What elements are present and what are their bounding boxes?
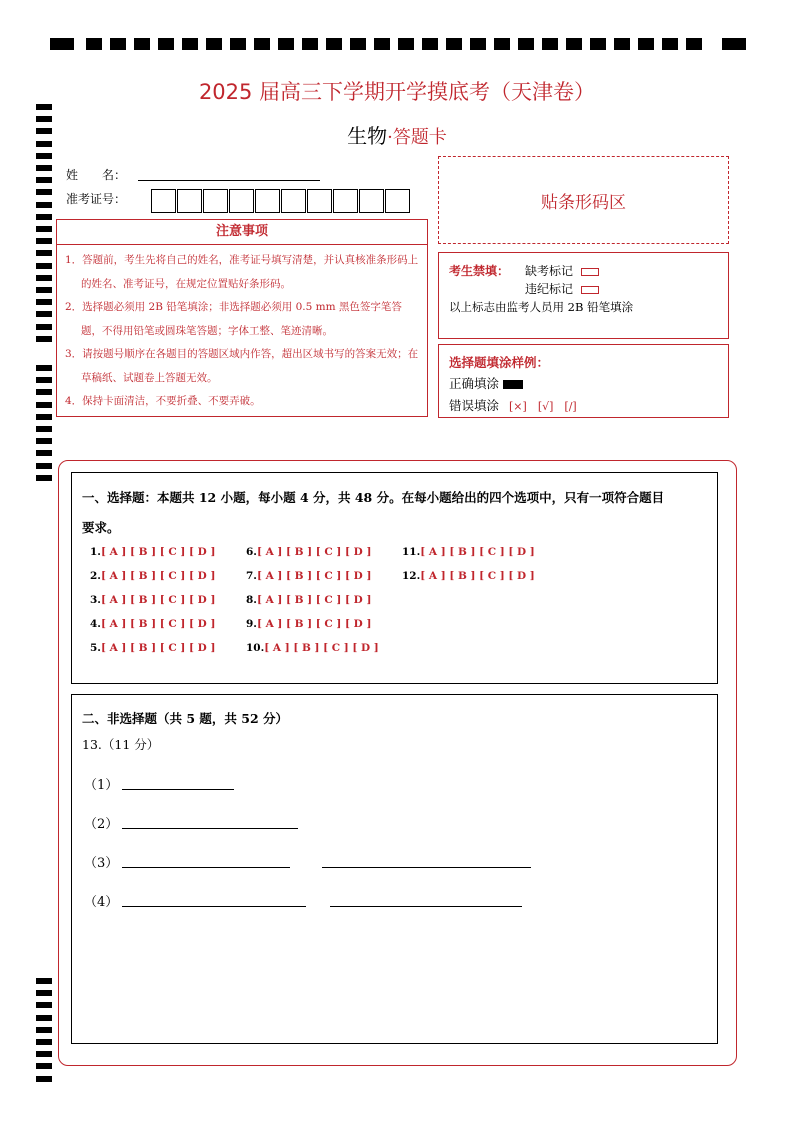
name-field[interactable] — [138, 180, 320, 181]
choice-row[interactable] — [90, 570, 215, 582]
timing-mark — [302, 38, 318, 50]
answer-line[interactable] — [330, 906, 522, 907]
wrong-label: 错误填涂 — [449, 398, 500, 413]
timing-mark — [86, 38, 102, 50]
timing-mark — [686, 38, 702, 50]
timing-mark — [36, 214, 52, 220]
page-title: 2025 届高三下学期开学摸底考（天津卷） — [198, 80, 596, 104]
section1-heading: 一、选择题：本题共 12 小题，每小题 4 分，共 48 分。在每小题给出的四个选项中，只有一项符合题目 — [82, 490, 665, 505]
timing-mark — [36, 263, 52, 269]
timing-mark — [36, 426, 52, 432]
top-timing-bar — [50, 38, 746, 50]
choice-row[interactable] — [246, 594, 371, 606]
choice-options[interactable]: [ A ] [ B ] [ C ] [ D ] — [420, 570, 535, 582]
timing-mark — [566, 38, 582, 50]
notice-heading: 注意事项 — [57, 220, 427, 245]
section1-heading-cont: 要求。 — [82, 520, 120, 535]
choice-row[interactable] — [402, 546, 535, 558]
section2-heading: 二、非选择题（共 5 题，共 52 分） — [82, 711, 289, 726]
timing-mark — [36, 377, 52, 383]
choice-options[interactable]: [ A ] [ B ] [ C ] [ D ] — [256, 570, 372, 582]
id-box[interactable] — [385, 189, 410, 213]
timing-mark — [230, 38, 246, 50]
timing-mark — [36, 189, 52, 195]
choice-options[interactable]: [ A ] [ B ] [ C ] [ D ] — [100, 570, 216, 582]
id-box[interactable] — [281, 189, 306, 213]
choice-options[interactable]: [ A ] [ B ] [ C ] [ D ] — [264, 642, 379, 654]
choice-options[interactable]: [ A ] [ B ] [ C ] [ D ] — [100, 546, 216, 558]
timing-mark — [326, 38, 342, 50]
choice-row[interactable] — [246, 546, 371, 558]
timing-mark — [36, 275, 52, 281]
sub-question-label: （4） — [84, 895, 119, 910]
timing-mark — [542, 38, 558, 50]
subject-title — [0, 120, 794, 149]
timing-mark — [470, 38, 486, 50]
timing-mark — [36, 1002, 52, 1008]
timing-mark — [614, 38, 630, 50]
question-number: 5. — [90, 642, 101, 654]
timing-mark — [36, 202, 52, 208]
barcode-label: 贴条形码区 — [541, 192, 626, 213]
id-box[interactable] — [203, 189, 228, 213]
choice-row[interactable] — [402, 570, 535, 582]
correct-label: 正确填涂 — [449, 376, 500, 391]
question-number: 1. — [90, 546, 101, 558]
timing-mark — [36, 324, 52, 330]
timing-mark — [36, 287, 52, 293]
timing-mark — [36, 1039, 52, 1045]
timing-mark — [36, 978, 52, 984]
timing-mark — [36, 1076, 52, 1082]
timing-mark — [36, 414, 52, 420]
timing-mark — [446, 38, 462, 50]
absent-checkbox[interactable] — [581, 268, 599, 276]
choice-row[interactable] — [246, 570, 371, 582]
id-box[interactable] — [333, 189, 358, 213]
choice-options[interactable]: [ A ] [ B ] [ C ] [ D ] — [100, 642, 216, 654]
timing-mark — [36, 990, 52, 996]
question-number: 3. — [90, 594, 101, 606]
choice-row[interactable] — [90, 594, 215, 606]
answer-line[interactable] — [322, 867, 531, 868]
choice-row[interactable] — [90, 642, 215, 654]
timing-mark — [36, 311, 52, 317]
sub-question-label: （3） — [84, 856, 119, 871]
notice-item: 4．保持卡面清洁，不要折叠、不要弄破。 — [65, 395, 261, 407]
timing-mark — [36, 1015, 52, 1021]
answer-line[interactable] — [122, 789, 234, 790]
sample-title: 选择题填涂样例： — [449, 355, 550, 370]
timing-mark — [518, 38, 534, 50]
timing-mark — [350, 38, 366, 50]
timing-mark — [36, 450, 52, 456]
question-number: 6. — [246, 546, 257, 558]
choice-options[interactable]: [ A ] [ B ] [ C ] [ D ] — [100, 594, 216, 606]
choice-options[interactable]: [ A ] [ B ] [ C ] [ D ] — [100, 618, 216, 630]
ban-note: 以上标志由监考人员用 2B 铅笔填涂 — [449, 300, 634, 314]
violation-checkbox[interactable] — [581, 286, 599, 294]
id-box[interactable] — [151, 189, 176, 213]
timing-mark — [638, 38, 654, 50]
sub-question-label: （2） — [84, 817, 119, 832]
notice-item: 2．选择题必须用 2B 铅笔填涂；非选择题必须用 0.5 mm 黑色签字笔答题，不得用铅笔或圆珠笔答题；字体工整、笔迹清晰。 — [65, 301, 402, 337]
barcode-area — [438, 156, 729, 244]
timing-mark — [36, 336, 52, 342]
timing-mark — [36, 438, 52, 444]
timing-mark — [134, 38, 150, 50]
timing-mark — [374, 38, 390, 50]
timing-mark — [50, 38, 74, 50]
timing-mark — [158, 38, 174, 50]
exam-id-label: 准考证号： — [66, 192, 127, 206]
id-box[interactable] — [229, 189, 254, 213]
exam-id-boxes[interactable] — [151, 189, 411, 213]
question-number: 11. — [402, 546, 421, 558]
timing-mark — [36, 1051, 52, 1057]
timing-mark — [110, 38, 126, 50]
wrong-marks: [×] [√] [/] — [509, 400, 577, 413]
timing-mark — [36, 389, 52, 395]
timing-mark — [36, 1063, 52, 1069]
choice-options[interactable]: [ A ] [ B ] [ C ] [ D ] — [256, 618, 372, 630]
timing-mark — [494, 38, 510, 50]
question-number: 10. — [246, 642, 265, 654]
timing-mark — [398, 38, 414, 50]
timing-mark — [36, 226, 52, 232]
timing-mark — [590, 38, 606, 50]
timing-mark — [254, 38, 270, 50]
timing-mark — [36, 475, 52, 481]
choice-row[interactable] — [246, 618, 371, 630]
timing-mark — [206, 38, 222, 50]
filled-mark-icon — [503, 380, 523, 389]
timing-mark — [182, 38, 198, 50]
timing-mark — [36, 165, 52, 171]
choice-row[interactable] — [246, 642, 379, 654]
answer-line[interactable] — [122, 906, 306, 907]
timing-mark — [278, 38, 294, 50]
question-number: 9. — [246, 618, 257, 630]
fill-sample-box — [438, 344, 729, 418]
choice-options[interactable]: [ A ] [ B ] [ C ] [ D ] — [256, 546, 372, 558]
absent-label: 缺考标记 — [525, 264, 574, 278]
ban-label: 考生禁填： — [449, 264, 510, 278]
answer-line[interactable] — [122, 828, 298, 829]
timing-mark — [722, 38, 746, 50]
timing-mark — [36, 177, 52, 183]
id-box[interactable] — [359, 189, 384, 213]
timing-mark — [36, 402, 52, 408]
timing-mark — [36, 238, 52, 244]
timing-mark — [422, 38, 438, 50]
timing-mark — [36, 153, 52, 159]
proctor-only-box — [438, 252, 729, 339]
question-number: 12. — [402, 570, 421, 582]
id-box[interactable] — [255, 189, 280, 213]
id-box[interactable] — [177, 189, 202, 213]
choice-row[interactable] — [90, 618, 215, 630]
choice-options[interactable]: [ A ] [ B ] [ C ] [ D ] — [256, 594, 372, 606]
choice-options[interactable]: [ A ] [ B ] [ C ] [ D ] — [420, 546, 535, 558]
question-13-label: 13.（11 分） — [82, 737, 160, 752]
question-number: 7. — [246, 570, 257, 582]
timing-mark — [36, 250, 52, 256]
answer-line[interactable] — [122, 867, 290, 868]
name-label: 姓 名： — [66, 168, 127, 182]
timing-mark — [36, 365, 52, 371]
sub-question-label: （1） — [84, 778, 119, 793]
question-number: 8. — [246, 594, 257, 606]
question-number: 2. — [90, 570, 101, 582]
violation-label: 违纪标记 — [525, 282, 574, 296]
subject-suffix: ·答题卡 — [387, 127, 447, 148]
timing-mark — [36, 463, 52, 469]
timing-mark — [662, 38, 678, 50]
question-number: 4. — [90, 618, 101, 630]
free-response-section — [71, 694, 718, 1044]
timing-mark — [36, 1027, 52, 1033]
notice-item: 1．答题前，考生先将自己的姓名，准考证号填写清楚，并认真核准条形码上的姓名、准考证号，在规定位置贴好条形码。 — [65, 254, 419, 290]
id-box[interactable] — [307, 189, 332, 213]
notice-box — [56, 219, 428, 417]
subject-name: 生物 — [347, 124, 388, 148]
notice-item: 3．请按题号顺序在各题目的答题区域内作答，超出区域书写的答案无效；在草稿纸、试题卷上答题无效。 — [65, 348, 419, 384]
timing-mark — [36, 299, 52, 305]
choice-row[interactable] — [90, 546, 215, 558]
